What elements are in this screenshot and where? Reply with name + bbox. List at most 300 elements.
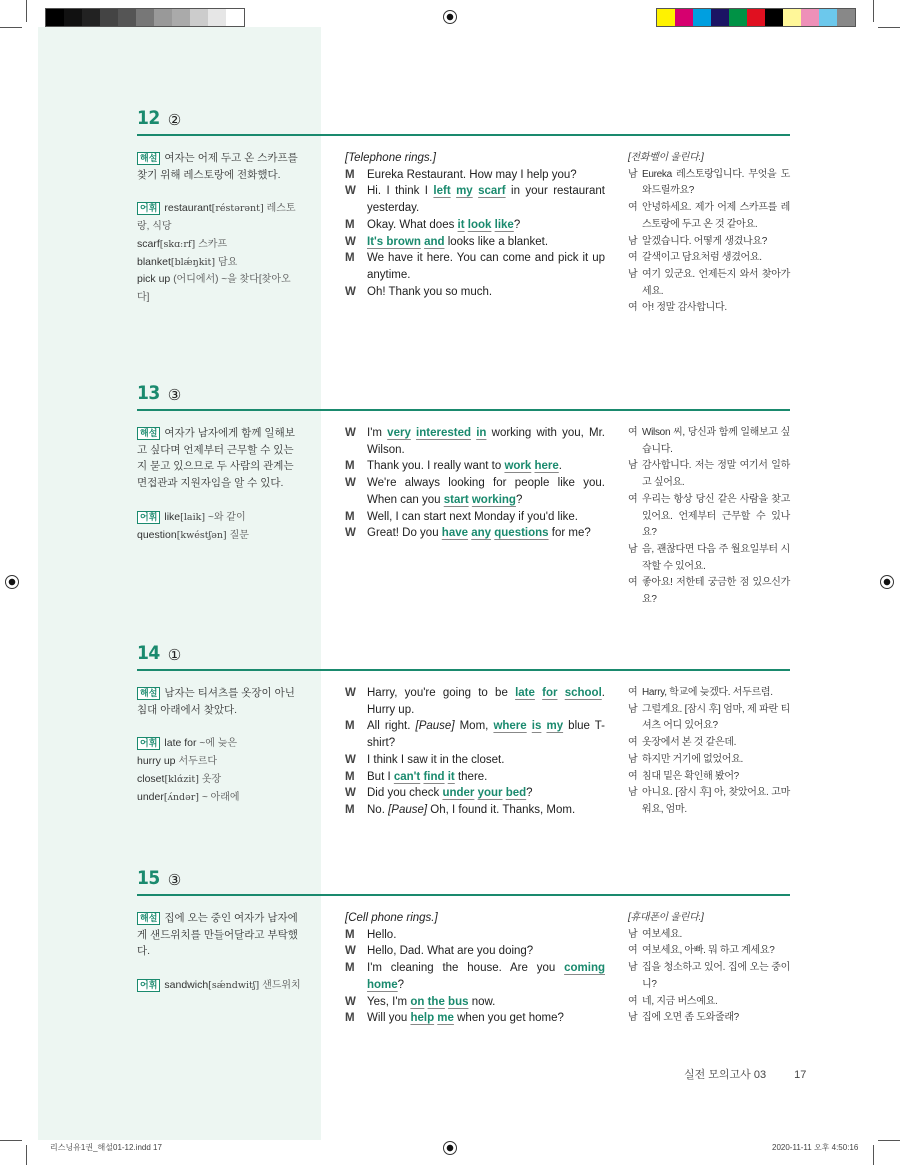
spacer: [137, 960, 302, 977]
translation-text: 네, 지금 버스예요.: [642, 995, 718, 1007]
translation-line: [628, 492, 790, 542]
question-header: [137, 867, 790, 896]
dialog-text: [367, 718, 605, 751]
speaker-label: 여: [628, 427, 638, 438]
speaker-label: 남: [628, 928, 638, 940]
speaker-label: 여: [628, 302, 638, 314]
translation-line: [628, 785, 790, 818]
speaker-label: M: [345, 460, 355, 473]
dialog-segment: ?: [397, 978, 405, 991]
color-swatch: [693, 9, 711, 26]
translation-line: [628, 735, 790, 752]
speaker-label: 여: [628, 770, 638, 782]
translation-text: 안녕하세요. 제가 어제 스카프를 레스토랑에 두고 온 것 같아요.: [642, 202, 790, 230]
explanation-text: [137, 910, 302, 960]
speaker-label: 여: [628, 687, 638, 698]
translation-text: 그럴게요. [잠시 후] 엄마, 제 파란 티셔츠 어디 있어요?: [642, 703, 790, 732]
speaker-label: W: [345, 527, 356, 540]
question-number: 12: [137, 107, 160, 129]
gray-swatch: [100, 9, 118, 26]
answer-word: here: [534, 460, 559, 473]
dialog-text: [367, 475, 605, 508]
dialog-segment: [Cell phone rings.]: [345, 912, 438, 924]
answer-word: scarf: [478, 185, 506, 198]
explanation-text: [137, 685, 302, 718]
translation-text: 집에 오면 좀 도와줄래?: [642, 1012, 739, 1024]
registration-mark-icon: [5, 575, 19, 589]
dialog-line: [345, 509, 605, 526]
vocab-meaning: 서두르다: [178, 756, 218, 768]
dialog-text: [367, 685, 605, 718]
dialog-column: [345, 910, 605, 1027]
translation-text: Wilson 씨, 당신과 함께 일해보고 싶습니다.: [642, 427, 790, 455]
speaker-label: 남: [628, 1012, 638, 1024]
dialog-segment: Oh! Thank you so much.: [367, 285, 493, 298]
question-section: [137, 642, 790, 816]
speaker-label: M: [345, 1012, 355, 1025]
dialog-text: [367, 525, 605, 542]
cmyk-color-bar: [656, 8, 856, 27]
vocab-phonetic: [ʌ́ndər]: [163, 791, 200, 803]
translation-text: 하지만 거기에 없었어요.: [642, 753, 744, 765]
explanation-text: [137, 150, 302, 183]
color-swatch: [711, 9, 729, 26]
vocab-word: question: [137, 528, 177, 541]
translation-line: [628, 960, 790, 993]
explanation-text: [137, 425, 302, 492]
dialog-line: [345, 685, 605, 718]
question-header: [137, 382, 790, 411]
dialog-line: [345, 1010, 605, 1027]
dialog-segment: when you get home?: [453, 1012, 564, 1025]
vocab-word: blanket: [137, 255, 171, 268]
vocab-word: under: [137, 790, 164, 803]
explanation-body: 여자가 남자에게 함께 일해보고 싶다며 언제부터 근무할 수 있는지 묻고 있으므로 두 사람의 관계는 면접관과 지원자임을 알 수 있다.: [137, 427, 295, 490]
speaker-label: M: [345, 770, 355, 783]
dialog-text: [345, 150, 605, 167]
dialog-segment: I'm cleaning the house. Are you: [367, 962, 565, 975]
answer-word: and: [424, 235, 445, 248]
dialog-segment: Did you check: [367, 787, 443, 800]
vocab-tag: 어휘: [137, 979, 160, 992]
dialog-segment: in your restaurant yesterday.: [367, 185, 605, 215]
answer-word: me: [437, 1012, 454, 1025]
vocab-item: [137, 527, 302, 545]
translation-line: [628, 752, 790, 769]
answer-word: on: [410, 995, 425, 1008]
dialog-segment: Will you: [367, 1012, 411, 1025]
speaker-label: W: [345, 945, 356, 958]
dialog-line: [345, 752, 605, 769]
vocab-word: like: [164, 510, 181, 523]
color-swatch: [801, 9, 819, 26]
dialog-line: [345, 167, 605, 184]
dialog-segment: ?: [515, 493, 523, 506]
translation-line: [628, 458, 790, 491]
explanation-tag: 해설: [137, 687, 160, 700]
dialog-text: [367, 509, 605, 526]
gray-swatch: [46, 9, 64, 26]
answer-word: it: [447, 770, 455, 783]
dialog-text: [367, 1010, 605, 1027]
dialog-line: [345, 284, 605, 301]
speaker-label: 남: [628, 460, 638, 472]
dialog-line: [345, 525, 605, 542]
dialog-segment: looks like a blanket.: [444, 235, 549, 248]
question-number: 15: [137, 867, 160, 889]
dialog-text: [367, 927, 605, 944]
question-header: [137, 642, 790, 671]
explanation-body: 남자는 티셔츠를 옷장이 아닌 침대 아래에서 찾았다.: [137, 687, 295, 716]
dialog-line: [345, 960, 605, 993]
dialog-text: [367, 183, 605, 216]
translation-line: [628, 575, 790, 608]
answer-word: questions: [494, 527, 549, 540]
dialog-line: [345, 458, 605, 475]
vocab-item: [137, 977, 302, 995]
dialog-line: [345, 150, 605, 167]
dialog-segment: ?: [513, 218, 521, 231]
translation-text: 여보세요.: [642, 928, 682, 940]
crop-mark: [873, 1145, 874, 1165]
vocab-item: [137, 789, 302, 807]
question-number: 14: [137, 642, 160, 664]
translation-line: [628, 943, 790, 960]
slug-date: 2020-11-11 오후 4:50:16: [772, 1143, 859, 1152]
translation-text: 집을 청소하고 있어. 집에 오는 중이니?: [642, 962, 790, 990]
answer-word: very: [387, 427, 411, 439]
dialog-text: [367, 802, 605, 819]
vocab-phonetic: [kwéstʃən]: [176, 529, 227, 541]
translation-line: [628, 300, 790, 317]
vocab-word: restaurant: [164, 202, 212, 215]
dialog-segment: But I: [367, 770, 394, 783]
dialog-text: [367, 284, 605, 301]
registration-mark-icon: [443, 1141, 457, 1155]
vocab-item: [137, 200, 302, 235]
dialog-line: [345, 234, 605, 251]
vocab-meaning: 스카프: [198, 238, 228, 250]
vocab-meaning: ~와 같이: [208, 511, 246, 523]
page-number: 17: [794, 1069, 807, 1081]
speaker-label: 남: [628, 787, 638, 799]
translation-text: Eureka 레스토랑입니다. 무엇을 도와드릴까요?: [642, 168, 790, 197]
answer-word: for: [542, 687, 558, 699]
translation-text: 음, 괜찮다면 다음 주 월요일부터 시작할 수 있어요.: [642, 543, 790, 572]
dialog-segment: [Pause]: [415, 720, 455, 733]
crop-mark: [873, 0, 874, 22]
dialog-text: [367, 752, 605, 769]
dialog-segment: there.: [454, 770, 488, 783]
dialog-line: [345, 785, 605, 802]
speaker-label: 여: [628, 995, 638, 1007]
speaker-label: W: [345, 427, 356, 439]
speaker-label: W: [345, 687, 356, 699]
answer-word: under: [442, 787, 475, 800]
gray-swatch: [118, 9, 136, 26]
vocab-meaning: 샌드위치: [262, 980, 301, 992]
speaker-label: 여: [628, 737, 638, 749]
vocab-phonetic: [sǽndwitʃ]: [208, 980, 260, 992]
dialog-text: [367, 785, 605, 802]
speaker-label: W: [345, 995, 356, 1008]
vocab-meaning: ~ 아래에: [201, 791, 240, 803]
dialog-segment: Hi. I think I: [367, 185, 434, 198]
answer-word: coming: [564, 962, 605, 975]
dialog-line: [345, 769, 605, 786]
vocab-phonetic: [skɑːrf]: [159, 238, 196, 250]
translation-line: [628, 167, 790, 200]
vocab-word: sandwich: [164, 979, 209, 992]
explanation-body: 여자는 어제 두고 온 스카프를 찾기 위해 레스토랑에 전화했다.: [137, 152, 298, 181]
translation-column: [628, 910, 790, 1027]
gray-swatch: [208, 9, 226, 26]
translation-line: [628, 702, 790, 735]
answer-word: like: [494, 218, 514, 231]
translation-line: [628, 927, 790, 944]
slug-filename: 리스닝유1권_해설01-12.indd 17: [50, 1143, 162, 1152]
dialog-column: [345, 685, 605, 819]
translation-line: [628, 267, 790, 300]
speaker-label: M: [345, 928, 355, 941]
vocab-item: [137, 509, 302, 527]
speaker-label: 여: [628, 202, 638, 214]
translation-text: 우리는 항상 당신 같은 사람을 찾고 있어요. 언제부터 근무할 수 있나요?: [642, 493, 790, 539]
vocab-phonetic: [réstərənt]: [211, 203, 264, 215]
vocab-meaning: 질문: [229, 529, 249, 541]
gray-swatch: [82, 9, 100, 26]
answer-word: it: [457, 218, 465, 231]
dialog-text: [367, 943, 605, 960]
answer-word: school: [564, 687, 602, 699]
registration-mark-icon: [880, 575, 894, 589]
answer-word: home: [367, 978, 398, 991]
dialog-segment: I'm: [367, 427, 388, 439]
spacer: [137, 718, 302, 735]
vocab-word: late for: [164, 737, 197, 750]
translation-line: [628, 250, 790, 267]
translation-text: 여기 있군요. 언제든지 와서 찾아가세요.: [642, 268, 790, 297]
color-swatch: [729, 9, 747, 26]
answer-word: bus: [448, 995, 469, 1008]
question-header: [137, 107, 790, 136]
speaker-label: M: [345, 803, 355, 816]
dialog-text: [367, 167, 605, 184]
translation-text: 여보세요, 아빠. 뭐 하고 계세요?: [642, 945, 775, 957]
translation-line: [628, 994, 790, 1011]
translation-line: [628, 910, 790, 927]
color-swatch: [819, 9, 837, 26]
dialog-line: [345, 927, 605, 944]
vocab-tag: 어휘: [137, 737, 160, 750]
dialog-column: [345, 150, 605, 300]
dialog-segment: Okay. What does: [367, 218, 458, 231]
vocab-tag: 어휘: [137, 202, 160, 215]
color-swatch: [765, 9, 783, 26]
dialog-segment: Hello.: [367, 928, 397, 941]
dialog-segment: Eureka Restaurant. How may I help you?: [367, 168, 577, 181]
page-footer: [684, 1066, 806, 1082]
dialog-line: [345, 994, 605, 1011]
speaker-label: 남: [628, 753, 638, 765]
answer-word: help: [410, 1012, 435, 1025]
question-number: 13: [137, 382, 160, 404]
dialog-text: [367, 994, 605, 1011]
vocab-item: [137, 735, 302, 753]
answer-word: your: [477, 787, 503, 800]
dialog-line: [345, 217, 605, 234]
answer-word: find: [423, 770, 445, 783]
speaker-label: M: [345, 168, 355, 181]
dialog-line: [345, 718, 605, 751]
speaker-label: M: [345, 218, 355, 231]
translation-text: [전화벨이 울린다.]: [628, 152, 704, 163]
speaker-label: 여: [628, 493, 638, 505]
explanation-column: [137, 685, 302, 806]
translation-text: 아니요. [잠시 후] 아, 찾았어요. 고마워요, 엄마.: [642, 787, 790, 815]
vocab-phonetic: [klάzit]: [164, 773, 199, 785]
translation-text: 옷장에서 본 것 같은데.: [642, 737, 737, 749]
gray-color-bar: [45, 8, 245, 27]
vocab-meaning: 레스토랑, 식당: [137, 203, 296, 233]
answer-word: work: [504, 460, 532, 473]
dialog-segment: .: [558, 460, 562, 473]
dialog-segment: All right.: [367, 720, 416, 733]
translation-text: 갈색이고 담요처럼 생겼어요.: [642, 252, 762, 264]
gray-swatch: [172, 9, 190, 26]
answer-choice: ③: [167, 872, 182, 889]
speaker-label: W: [345, 185, 356, 198]
explanation-column: [137, 910, 302, 995]
gray-swatch: [226, 9, 244, 26]
color-swatch: [783, 9, 801, 26]
answer-word: working: [471, 493, 516, 506]
dialog-segment: ?: [526, 787, 533, 800]
answer-word: is: [531, 720, 542, 733]
dialog-segment: We're always looking for people like you. When can you: [367, 477, 605, 506]
vocab-item: [137, 254, 302, 272]
dialog-segment: blue T-shirt?: [367, 720, 606, 750]
speaker-label: M: [345, 252, 355, 265]
dialog-segment: Thank you. I really want to: [367, 460, 505, 473]
speaker-label: M: [345, 962, 355, 975]
color-swatch: [657, 9, 675, 26]
spacer: [137, 492, 302, 509]
dialog-segment: Hello, Dad. What are you doing?: [367, 945, 534, 958]
vocab-item: [137, 753, 302, 771]
crop-mark: [26, 1145, 27, 1165]
translation-line: [628, 150, 790, 167]
dialog-segment: [Telephone rings.]: [345, 152, 437, 164]
answer-choice: ①: [167, 647, 182, 664]
footer-title: 실전 모의고사 03: [684, 1069, 767, 1081]
dialog-segment: now.: [468, 995, 496, 1008]
speaker-label: M: [345, 720, 355, 733]
explanation-body: 집에 오는 중인 여자가 남자에게 샌드위치를 만들어달라고 부탁했다.: [137, 912, 298, 958]
answer-word: where: [493, 720, 527, 733]
translation-column: [628, 425, 790, 609]
answer-word: can't: [393, 770, 421, 783]
question-section: [137, 867, 790, 1025]
answer-word: my: [546, 720, 564, 733]
translation-column: [628, 150, 790, 317]
dialog-text: [367, 769, 605, 786]
vocab-item: [137, 771, 302, 789]
dialog-line: [345, 250, 605, 283]
vocab-tag: 어휘: [137, 511, 160, 524]
dialog-segment: Harry, you're going to be: [367, 687, 516, 699]
registration-mark-icon: [443, 10, 457, 24]
dialog-segment: for me?: [548, 527, 591, 540]
translation-text: [휴대폰이 울린다.]: [628, 912, 704, 923]
speaker-label: W: [345, 787, 356, 800]
gray-swatch: [64, 9, 82, 26]
color-swatch: [675, 9, 693, 26]
dialog-segment: [Pause]: [388, 803, 428, 816]
dialog-line: [345, 910, 605, 927]
dialog-segment: We have it here. You can come and pick it up anytime.: [367, 252, 605, 281]
dialog-text: [367, 234, 605, 251]
answer-word: late: [515, 687, 535, 699]
dialog-segment: Mom,: [454, 720, 494, 733]
answer-word: left: [433, 185, 451, 198]
speaker-label: W: [345, 235, 356, 248]
translation-text: 침대 밑은 확인해 봤어?: [642, 770, 739, 782]
dialog-segment: . Hurry up.: [367, 687, 605, 716]
vocab-word: hurry up: [137, 755, 176, 768]
vocab-word: pick up: [137, 273, 171, 286]
translation-text: 알겠습니다. 어떻게 생겼나요?: [642, 235, 768, 247]
dialog-line: [345, 943, 605, 960]
translation-line: [628, 425, 790, 458]
translation-line: [628, 769, 790, 786]
translation-column: [628, 685, 790, 819]
crop-mark: [878, 27, 900, 28]
answer-word: It's brown: [367, 235, 421, 248]
dialog-segment: Well, I can start next Monday if you'd like.: [367, 510, 578, 523]
translation-line: [628, 1010, 790, 1027]
explanation-tag: 해설: [137, 912, 160, 925]
dialog-segment: working with you, Mr. Wilson.: [367, 427, 605, 456]
speaker-label: W: [345, 477, 356, 490]
answer-word: the: [427, 995, 445, 1008]
answer-choice: ③: [167, 387, 182, 404]
dialog-segment: I think I saw it in the closet.: [367, 753, 505, 766]
answer-word: have: [441, 527, 469, 540]
crop-mark: [0, 1140, 22, 1141]
vocab-meaning: 담요: [217, 256, 238, 268]
vocab-phonetic: [laik]: [180, 511, 206, 523]
speaker-label: 여: [628, 945, 638, 957]
answer-word: my: [456, 185, 473, 198]
explanation-column: [137, 425, 302, 544]
vocab-word: scarf: [137, 237, 160, 250]
answer-word: interested: [416, 427, 472, 439]
crop-mark: [878, 1140, 900, 1141]
vocab-meaning: 옷장: [201, 773, 222, 785]
translation-text: 좋아요! 저한테 궁금한 점 있으신가요?: [642, 577, 790, 606]
color-swatch: [747, 9, 765, 26]
translation-text: Harry, 학교에 늦겠다. 서두르렴.: [642, 687, 773, 698]
answer-word: any: [471, 527, 492, 540]
dialog-line: [345, 475, 605, 508]
translation-text: 아! 정말 감사합니다.: [642, 302, 727, 314]
speaker-label: 남: [628, 168, 638, 180]
dialog-column: [345, 425, 605, 542]
speaker-label: W: [345, 285, 356, 298]
translation-line: [628, 685, 790, 702]
explanation-column: [137, 150, 302, 307]
